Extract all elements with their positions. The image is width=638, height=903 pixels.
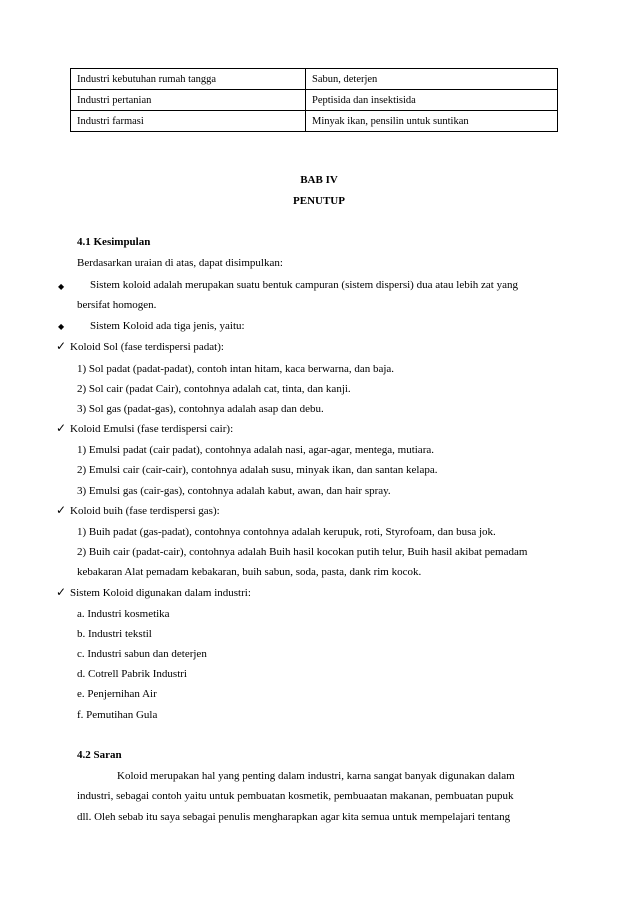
paragraph-line: dll. Oleh sebab itu saya sebagai penulis mengharapkan agar kita semua untuk mempelajari tentang <box>77 811 511 823</box>
list-item: 1) Emulsi padat (cair padat), contohnya adalah nasi, agar-agar, mentega, mutiara. <box>77 444 434 456</box>
list-item: 1) Sol padat (padat-padat), contoh intan hitam, kaca berwarna, dan baja. <box>77 363 395 375</box>
checkmark-icon: ✓ <box>56 421 67 435</box>
bullet-text: Sistem koloid adalah merupakan suatu bentuk campuran (sistem dispersi) dua atau lebih zat yang <box>90 279 518 291</box>
bullet-text: Sistem Koloid ada tiga jenis, yaitu: <box>90 320 245 332</box>
paragraph-line: Koloid merupakan hal yang penting dalam industri, karna sangat banyak digunakan dalam <box>117 770 515 782</box>
checkmark-icon: ✓ <box>56 503 67 517</box>
table-row <box>71 90 558 111</box>
list-item: e. Penjernihan Air <box>77 688 157 700</box>
list-item: b. Industri tekstil <box>77 628 152 640</box>
table-cell: Minyak ikan, pensilin untuk suntikan <box>306 111 558 132</box>
list-item: 2) Buih cair (padat-cair), contohnya adalah Buih hasil kocokan putih telur, Buih hasil akibat pemadam <box>77 546 528 558</box>
list-title-buih: Koloid buih (fase terdispersi gas): <box>70 505 220 517</box>
table-row <box>71 111 558 132</box>
chapter-number: BAB IV <box>300 174 338 186</box>
list-item: 2) Sol cair (padat Cair), contohnya adalah cat, tinta, dan kanji. <box>77 383 351 395</box>
list-item: 1) Buih padat (gas-padat), contohnya contohnya adalah kerupuk, roti, Styrofoam, dan busa jok. <box>77 526 496 538</box>
list-item: d. Cotrell Pabrik Industri <box>77 668 187 680</box>
section-heading-kesimpulan: 4.1 Kesimpulan <box>77 236 151 248</box>
list-item: kebakaran Alat pemadam kebakaran, buih sabun, soda, pasta, dank rim kocok. <box>77 566 422 578</box>
diamond-bullet-icon: ◆ <box>58 282 65 291</box>
diamond-bullet-icon: ◆ <box>58 322 65 331</box>
table-cell: Industri kebutuhan rumah tangga <box>71 69 306 90</box>
table-cell: Peptisida dan insektisida <box>306 90 558 111</box>
list-item: 3) Emulsi gas (cair-gas), contohnya adalah kabut, awan, dan hair spray. <box>77 485 391 497</box>
paragraph-line: industri, sebagai contoh yaitu untuk pembuatan kosmetik, pembuaatan makanan, pembuatan pupuk <box>77 790 514 802</box>
checkmark-icon: ✓ <box>56 585 67 599</box>
table-row <box>71 69 558 90</box>
section-heading-saran: 4.2 Saran <box>77 749 122 761</box>
chapter-title: PENUTUP <box>293 195 345 207</box>
intro-text: Berdasarkan uraian di atas, dapat disimpulkan: <box>77 257 283 269</box>
table-cell: Industri farmasi <box>71 111 306 132</box>
list-item: f. Pemutihan Gula <box>77 709 158 721</box>
list-item: c. Industri sabun dan deterjen <box>77 648 207 660</box>
bullet-text: bersifat homogen. <box>77 299 157 311</box>
list-item: 2) Emulsi cair (cair-cair), contohnya adalah susu, minyak ikan, dan santan kelapa. <box>77 464 438 476</box>
industry-table <box>70 68 558 132</box>
list-item: a. Industri kosmetika <box>77 608 170 620</box>
list-item: 3) Sol gas (padat-gas), contohnya adalah asap dan debu. <box>77 403 324 415</box>
checkmark-icon: ✓ <box>56 339 67 353</box>
list-title-industri: Sistem Koloid digunakan dalam industri: <box>70 587 251 599</box>
table-cell: Sabun, deterjen <box>306 69 558 90</box>
table-cell: Industri pertanian <box>71 90 306 111</box>
list-title-emulsi: Koloid Emulsi (fase terdispersi cair): <box>70 423 234 435</box>
list-title-sol: Koloid Sol (fase terdispersi padat): <box>70 341 224 353</box>
